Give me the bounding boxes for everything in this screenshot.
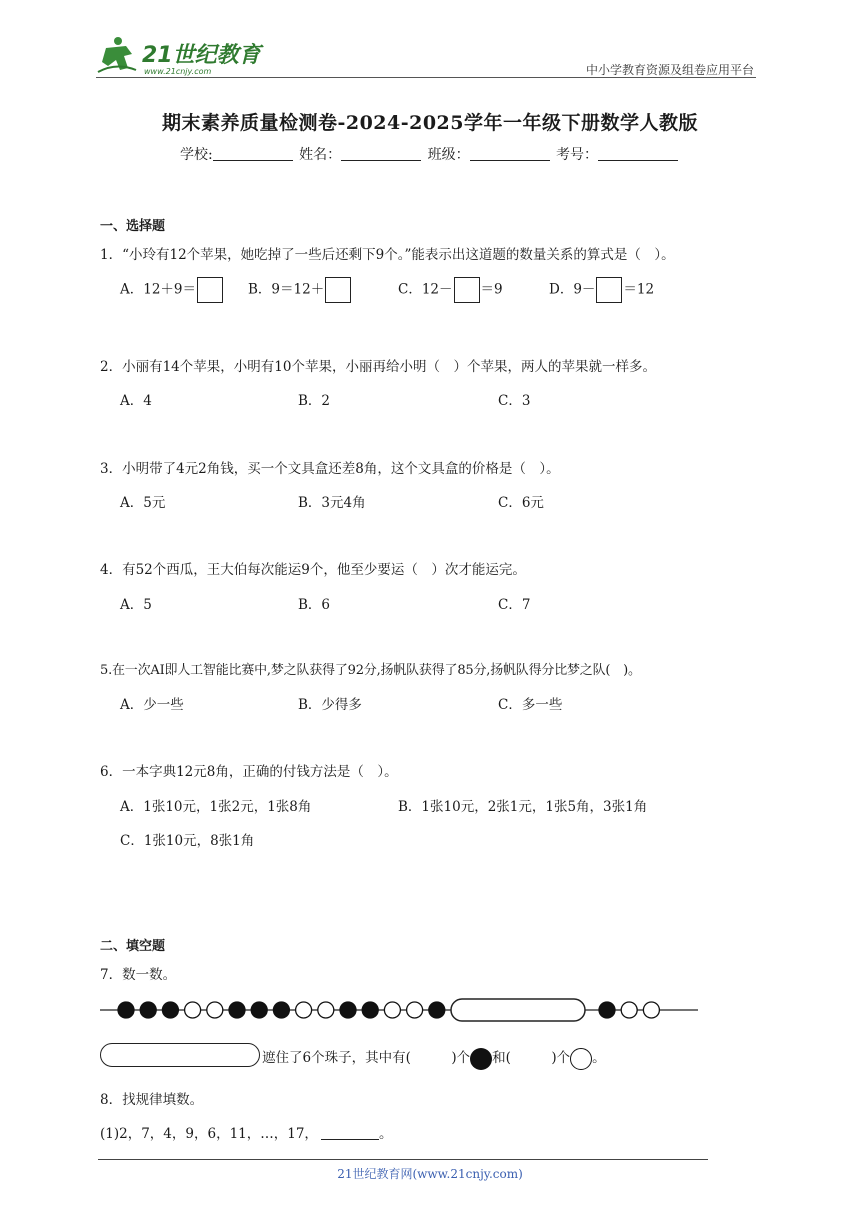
- q1-option-a[interactable]: A．12＋9＝: [120, 277, 224, 303]
- svg-text:www.21cnjy.com: www.21cnjy.com: [144, 67, 212, 76]
- q2-option-c[interactable]: C．3: [498, 393, 531, 409]
- white-bead: [621, 1002, 637, 1018]
- question-8-sub-1: (1)2，7，4，9，6，11，…，17， 。: [100, 1126, 393, 1142]
- q2-option-a[interactable]: A．4: [120, 393, 152, 409]
- black-bead: [118, 1002, 134, 1018]
- runner-icon: [98, 37, 136, 72]
- black-bead: [599, 1002, 615, 1018]
- site-logo: [96, 32, 266, 80]
- q1-option-b[interactable]: B．9＝12＋: [248, 277, 352, 303]
- question-8: 8．找规律填数。: [100, 1092, 204, 1108]
- class-label: 班级：: [427, 147, 470, 163]
- black-bead: [362, 1002, 378, 1018]
- black-bead: [429, 1002, 445, 1018]
- q5-option-a[interactable]: A．少一些: [120, 697, 184, 713]
- q5-option-b[interactable]: B．少得多: [298, 697, 362, 713]
- question-2: 2．小丽有14个苹果，小明有10个苹果，小丽再给小明（ ）个苹果，两人的苹果就一样多。: [100, 359, 656, 375]
- white-bead: [407, 1002, 423, 1018]
- covered-beads-box: [451, 999, 585, 1021]
- q4-option-a[interactable]: A．5: [120, 597, 152, 613]
- white-bead: [643, 1002, 659, 1018]
- answer-box: [325, 277, 351, 303]
- platform-name: 中小学教育资源及组卷应用平台: [585, 63, 754, 77]
- black-bead-icon: [470, 1048, 492, 1070]
- name-label: 姓名：: [299, 147, 342, 163]
- q6-option-b[interactable]: B．1张10元，2张1元，1张5角，3张1角: [398, 799, 648, 815]
- black-bead: [229, 1002, 245, 1018]
- bead-string: [100, 996, 700, 1024]
- q4-option-b[interactable]: B．6: [298, 597, 331, 613]
- footer-divider: [98, 1159, 708, 1160]
- q3-option-b[interactable]: B．3元4角: [298, 495, 366, 511]
- q1-option-c[interactable]: C．12－ ＝9: [398, 277, 503, 303]
- question-3: 3．小明带了4元2角钱，买一个文具盒还差8角，这个文具盒的价格是（ ）。: [100, 461, 560, 477]
- page-title: 期末素养质量检测卷-2024-2025学年一年级下册数学人教版: [161, 112, 699, 134]
- class-blank[interactable]: [470, 146, 550, 161]
- black-bead: [273, 1002, 289, 1018]
- question-7: 7．数一数。: [100, 967, 177, 983]
- header-divider: [96, 77, 756, 78]
- school-label: 学校:: [179, 147, 213, 163]
- white-bead: [207, 1002, 223, 1018]
- q6-option-a[interactable]: A．1张10元，1张2元，1张8角: [120, 799, 312, 815]
- student-info-line: [0, 144, 860, 164]
- q3-option-c[interactable]: C．6元: [498, 495, 544, 511]
- section-fill-heading: 二、填空题: [100, 939, 166, 954]
- black-bead: [140, 1002, 156, 1018]
- white-bead: [185, 1002, 201, 1018]
- white-bead: [296, 1002, 312, 1018]
- section-choice-heading: 一、选择题: [100, 219, 166, 234]
- white-bead: [384, 1002, 400, 1018]
- answer-box: [454, 277, 480, 303]
- answer-box: [596, 277, 622, 303]
- white-bead: [318, 1002, 334, 1018]
- answer-box: [197, 277, 223, 303]
- q1-option-d[interactable]: D．9－ ＝12: [549, 277, 654, 303]
- q2-option-b[interactable]: B．2: [298, 393, 331, 409]
- svg-text:21世纪教育: 21世纪教育: [142, 43, 261, 68]
- school-blank[interactable]: [213, 146, 293, 161]
- white-bead-icon: [570, 1048, 592, 1070]
- question-5: 5.在一次AI即人工智能比赛中,梦之队获得了92分,扬帆队获得了85分,扬帆队得分比梦之队( )。: [100, 663, 641, 678]
- question-4: 4．有52个西瓜，王大伯每次能运9个，他至少要运（ ）次才能运完。: [100, 562, 526, 578]
- q7-answer-line: 遮住了6个珠子，其中有( )个 和( )个 。: [262, 1046, 606, 1070]
- q5-option-c[interactable]: C．多一些: [498, 697, 563, 713]
- cover-bracket: [100, 1043, 260, 1067]
- q8-answer-blank[interactable]: [321, 1126, 379, 1140]
- footer-text: 21世纪教育网(www.21cnjy.com): [337, 1167, 523, 1181]
- name-blank[interactable]: [341, 146, 421, 161]
- black-bead: [251, 1002, 267, 1018]
- question-6: 6．一本字典12元8角，正确的付钱方法是（ ）。: [100, 764, 398, 780]
- exam-no-label: 考号：: [556, 147, 599, 163]
- q4-option-c[interactable]: C．7: [498, 597, 531, 613]
- black-bead: [340, 1002, 356, 1018]
- exam-no-blank[interactable]: [598, 146, 678, 161]
- question-1: 1．“小玲有12个苹果，她吃掉了一些后还剩下9个。”能表示出这道题的数量关系的算式是（ ）。: [100, 247, 675, 263]
- q6-option-c[interactable]: C．1张10元，8张1角: [120, 833, 255, 849]
- q3-option-a[interactable]: A．5元: [120, 495, 166, 511]
- black-bead: [162, 1002, 178, 1018]
